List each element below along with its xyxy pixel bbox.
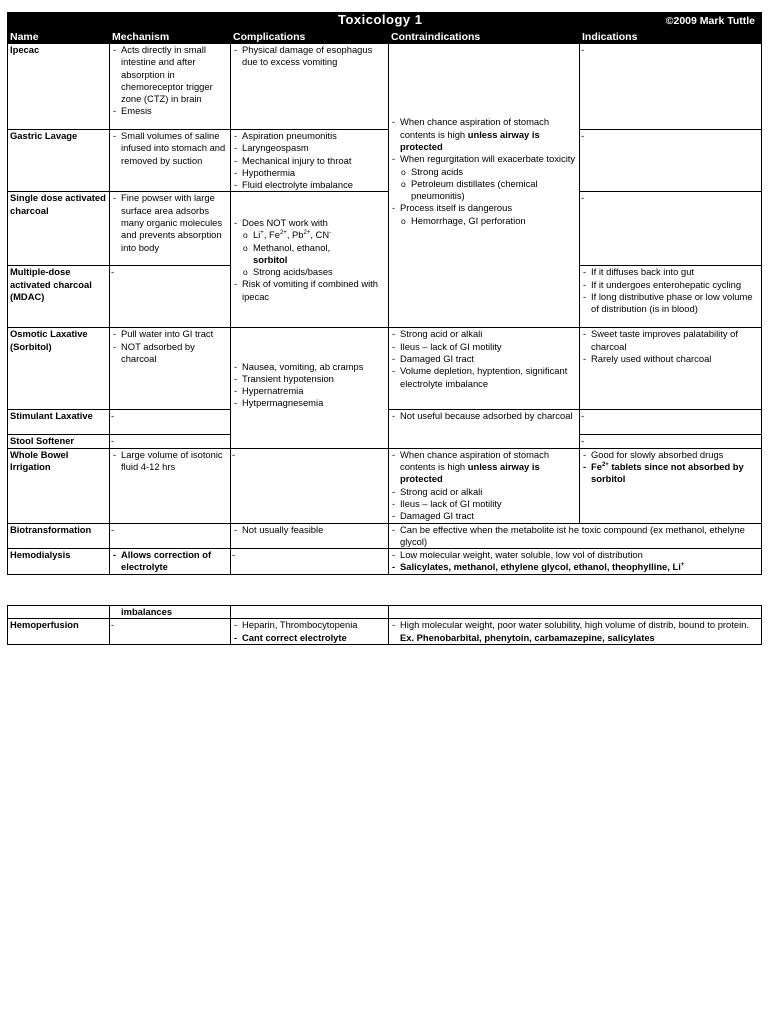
contraindications-cell xyxy=(389,448,580,523)
list-item xyxy=(391,449,577,486)
header-contraindications: Contraindications xyxy=(389,31,580,44)
list-item: - If long distributive phase or low volume of distribution (is in blood) xyxy=(582,291,759,316)
indications-cell: - xyxy=(580,44,762,130)
list-item: - Fluid electrolyte imbalance xyxy=(233,179,386,191)
list-item: - Not useful because adsorbed by charcoal xyxy=(391,410,577,422)
contra-bold-text: unless airway is protected xyxy=(400,461,540,485)
list-item: - Transient hypotension xyxy=(233,373,386,385)
contraindications-cell xyxy=(389,328,580,410)
list-item: - Strong acid or alkali xyxy=(391,486,577,498)
complications-cell xyxy=(231,44,389,130)
row-name: Multiple-dose activated charcoal (MDAC) xyxy=(8,266,110,328)
mechanism-cell xyxy=(110,192,231,266)
list-item: - Hypothermia xyxy=(233,167,386,179)
table-row xyxy=(8,523,762,549)
complications-cell: - xyxy=(231,448,389,523)
header-name: Name xyxy=(8,31,110,44)
list-item: - Damaged GI tract xyxy=(391,510,577,522)
indications-cell: - xyxy=(580,192,762,266)
contra-text: When chance aspiration of stomach contents is high xyxy=(400,116,550,140)
table-row xyxy=(8,328,762,410)
toxicology-table-page1 xyxy=(7,12,761,575)
row-name: Stool Softener xyxy=(8,435,110,448)
mechanism-cell xyxy=(110,328,231,410)
list-item: - Large volume of isotonic fluid 4-12 hrs xyxy=(112,449,228,474)
indications-cell xyxy=(580,328,762,410)
list-item: - Low molecular weight, water soluble, low vol of distribution xyxy=(391,549,759,561)
list-item: - When regurgitation will exacerbate toxicity xyxy=(391,153,577,165)
complications-cell: - xyxy=(231,549,389,575)
indications-cell xyxy=(580,266,762,328)
list-item: - Sweet taste improves palatability of charcoal xyxy=(582,328,759,353)
sub-list-item: o Hemorrhage, GI perforation xyxy=(391,215,577,227)
title-bar xyxy=(8,13,762,31)
mechanism-cell: - xyxy=(110,410,231,435)
list-item: - Risk of vomiting if combined with ipecac xyxy=(233,278,386,303)
mechanism-cell xyxy=(110,130,231,192)
list-item: - Cant correct electrolyte xyxy=(233,632,386,644)
header-complications: Complications xyxy=(231,31,389,44)
complications-cell xyxy=(231,619,389,645)
list-item: - Damaged GI tract xyxy=(391,353,577,365)
continuation-text: imbalances xyxy=(121,606,173,617)
list-item: - Volume depletion, hyptention, significant electrolyte imbalance xyxy=(391,365,577,390)
table-row xyxy=(8,448,762,523)
page-title: Toxicology 1 xyxy=(338,12,423,27)
mechanism-cell: - xyxy=(110,435,231,448)
table-row xyxy=(8,44,762,130)
list-item: - Aspiration pneumonitis xyxy=(233,130,386,142)
list-item: - Allows correction of electrolyte xyxy=(112,549,228,574)
table-row xyxy=(8,549,762,575)
complications-cell xyxy=(231,130,389,192)
list-item: - Salicylates, methanol, ethylene glycol, ethanol, theophylline, Li+ xyxy=(391,561,759,573)
contraindications-cell xyxy=(389,619,762,645)
list-item: - Ileus – lack of GI motility xyxy=(391,498,577,510)
row-name-text: Biotransformation xyxy=(10,523,92,535)
sorbitol-text: sorbitol xyxy=(253,253,288,265)
contra-bold-text: unless airway is protected xyxy=(400,128,540,152)
mechanism-cell xyxy=(110,549,231,575)
list-item: - Ileus – lack of GI motility xyxy=(391,341,577,353)
list-item: - Hytpermagnesemia xyxy=(233,397,386,409)
indications-cell: - xyxy=(580,130,762,192)
list-item: - Does NOT work with xyxy=(233,217,386,229)
contraindications-cell xyxy=(389,523,762,549)
sub-list-item: o Li+, $Fe^{2+}$, $Pb^{2+}$, CN- xyxy=(233,229,386,241)
mechanism-continuation xyxy=(110,606,231,619)
mechanism-cell: - xyxy=(110,266,231,328)
list-item: - Process itself is dangerous xyxy=(391,202,577,214)
list-item: - Heparin, Thrombocytopenia xyxy=(233,619,386,631)
list-item: - Pull water into GI tract xyxy=(112,328,228,340)
list-item: - Mechanical injury to throat xyxy=(233,155,386,167)
indications-cell xyxy=(580,448,762,523)
list-item: - NOT adsorbed by charcoal xyxy=(112,341,228,366)
empty-cell xyxy=(8,606,110,619)
list-item: - Can be effective when the metabolite ist he toxic compound (ex methanol, ethelyne glycol) xyxy=(391,524,759,549)
sub-list-item: o Petroleum distillates (chemical pneumonitis) xyxy=(391,178,577,203)
indications-cell: - xyxy=(580,410,762,435)
list-item: - Acts directly in small intestine and after absorption in chemoreceptor trigger zone (CTZ) in brain xyxy=(112,44,228,105)
contraindications-cell xyxy=(389,410,580,448)
list-item: - Small volumes of saline infused into stomach and removed by suction xyxy=(112,130,228,167)
table-row xyxy=(8,192,762,266)
list-item: - Laryngeospasm xyxy=(233,142,386,154)
mechanism-cell: - xyxy=(110,523,231,549)
copyright: ©2009 Mark Tuttle xyxy=(665,15,756,27)
header-row xyxy=(8,31,762,44)
list-item: - Fine powser with large surface area adsorbs many organic molecules and prevents absorption into body xyxy=(112,192,228,253)
table-row xyxy=(8,606,762,619)
sub-list-item: o Strong acids xyxy=(391,166,577,178)
mechanism-cell xyxy=(110,44,231,130)
list-item: - Strong acid or alkali xyxy=(391,328,577,340)
header-indications: Indications xyxy=(580,31,762,44)
contra-bold-text: Ex. Phenobarbital, phenytoin, carbamazepine, salicylates xyxy=(400,631,655,643)
sub-text: Methanol, ethanol, xyxy=(253,241,331,253)
list-item: - Not usually feasible xyxy=(233,524,386,536)
list-item: - If it diffuses back into gut xyxy=(582,266,759,278)
list-item xyxy=(391,116,577,153)
toxicology-table xyxy=(7,12,762,575)
indications-cell: - xyxy=(580,435,762,448)
complications-cell xyxy=(231,523,389,549)
list-item xyxy=(391,619,759,644)
row-name: Ipecac xyxy=(8,44,110,130)
empty-cell xyxy=(389,606,762,619)
list-item: - Hypernatremia xyxy=(233,385,386,397)
toxicology-table-page2 xyxy=(7,605,761,645)
list-item: - $Fe^{2+}$ tablets since not absorbed by sorbitol xyxy=(582,461,759,486)
toxicology-table-continued xyxy=(7,605,762,645)
mechanism-cell: - xyxy=(110,619,231,645)
complications-cell-laxative xyxy=(231,328,389,448)
row-name: Whole Bowel Irrigation xyxy=(8,448,110,523)
sub-list-item: o Strong acids/bases xyxy=(233,266,386,278)
row-name: Single dose activated charcoal xyxy=(8,192,110,266)
row-name: Osmotic Laxative (Sorbitol) xyxy=(8,328,110,410)
list-item: - Rarely used without charcoal xyxy=(582,353,759,365)
row-name: Gastric Lavage xyxy=(8,130,110,192)
header-mechanism: Mechanism xyxy=(110,31,231,44)
contra-text: When chance aspiration of stomach contents is high xyxy=(400,448,550,473)
row-name: Stimulant Laxative xyxy=(8,410,110,435)
table-row xyxy=(8,619,762,645)
row-name: Hemodialysis xyxy=(8,549,110,575)
sub-list-item xyxy=(233,242,386,267)
list-item: - If it undergoes enterohepatic cycling xyxy=(582,279,759,291)
list-item: - Good for slowly absorbed drugs xyxy=(582,449,759,461)
empty-cell xyxy=(231,606,389,619)
contra-text: High molecular weight, poor water solubility, high volume of distrib, bound to protein. xyxy=(400,619,749,631)
list-item: - Physical damage of esophagus due to excess vomiting xyxy=(233,44,386,69)
table-row xyxy=(8,130,762,192)
list-item: - Emesis xyxy=(112,105,228,117)
mechanism-cell xyxy=(110,448,231,523)
list-item: - Nausea, vomiting, ab cramps xyxy=(233,361,386,373)
row-name xyxy=(8,523,110,549)
contraindications-cell-shared xyxy=(389,44,580,328)
complications-cell-charcoal xyxy=(231,192,389,328)
contraindications-cell xyxy=(389,549,762,575)
row-name: Hemoperfusion xyxy=(8,619,110,645)
